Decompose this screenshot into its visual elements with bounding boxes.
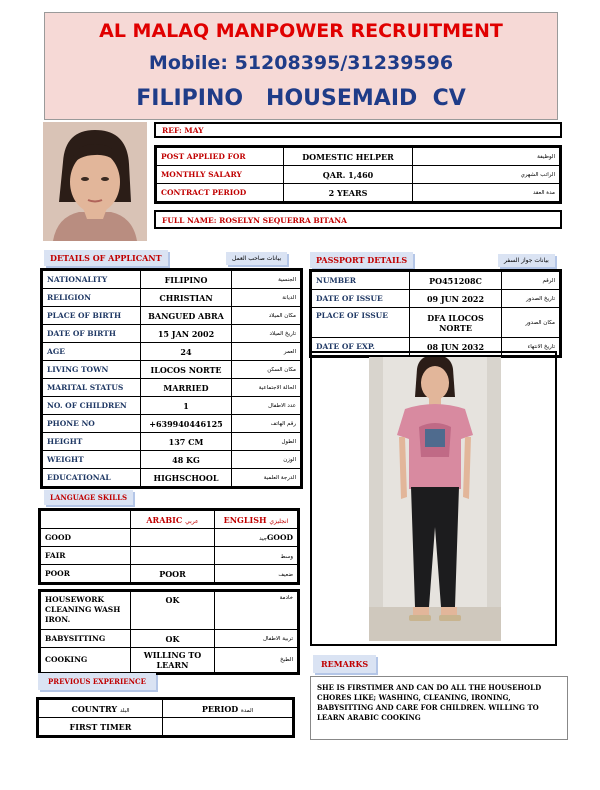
language-english-cell: [215, 565, 298, 583]
skill-label: COOKING: [41, 648, 131, 673]
applicant-label-ar: تاريخ الميلاد: [232, 325, 301, 343]
post-value: DOMESTIC HELPER: [284, 148, 413, 166]
applicant-row: [43, 379, 301, 397]
applicant-row: [43, 451, 301, 469]
remarks-text: SHE IS FIRSTIMER AND CAN DO ALL THE HOUSEHOLD CHORES LIKE; WASHING, CLEANING, IRONING, BABYSITTING AND CARE FOR CHILDREN. WILLING TO LEARN ARABIC COOKING: [310, 676, 568, 740]
post-label-ar: الوظيفة: [413, 148, 560, 166]
applicant-label-ar: الطول: [232, 433, 301, 451]
skill-row: [41, 648, 298, 673]
passport-label-ar: الرقم: [502, 272, 560, 290]
applicant-row: [43, 325, 301, 343]
language-level-ar: وسط: [280, 554, 293, 560]
skill-label-ar: الطبخ: [215, 648, 298, 673]
post-label: CONTRACT PERIOD: [157, 184, 284, 202]
passport-row: [312, 290, 560, 308]
applicant-value: MARRIED: [141, 379, 232, 397]
remarks-section-title: REMARKS: [313, 655, 376, 673]
cv-title: FILIPINO HOUSEMAID CV: [136, 86, 466, 111]
applicant-label-ar: الدرجة العلمية: [232, 469, 301, 487]
language-row: [41, 565, 298, 583]
applicant-row: [43, 433, 301, 451]
applicant-label: NATIONALITY: [43, 271, 141, 289]
language-row: [41, 529, 298, 547]
applicant-row: [43, 397, 301, 415]
language-level-ar: ضعيف: [278, 572, 293, 578]
english-column-header: ENGLISH انجليزي: [215, 511, 298, 529]
applicant-value: 137 CM: [141, 433, 232, 451]
language-arabic-value: [131, 529, 215, 547]
applicant-value: 1: [141, 397, 232, 415]
applicant-label: AGE: [43, 343, 141, 361]
applicant-value: 48 KG: [141, 451, 232, 469]
applicant-label: EDUCATIONAL: [43, 469, 141, 487]
passport-row: [312, 308, 560, 338]
applicant-value: +639940446125: [141, 415, 232, 433]
applicant-label-ar: الوزن: [232, 451, 301, 469]
post-value: QAR. 1,460: [284, 166, 413, 184]
applicant-label-ar: الحالة الاجتماعية: [232, 379, 301, 397]
language-corner-cell: [41, 511, 131, 529]
country-column-header: COUNTRY البلد: [39, 700, 163, 718]
headshot-photo: [43, 122, 147, 241]
header-banner: [44, 12, 558, 120]
full-body-photo: [369, 357, 501, 641]
applicant-label-ar: مكان السكن: [232, 361, 301, 379]
applicant-value: FILIPINO: [141, 271, 232, 289]
passport-value: 08 JUN 2032: [410, 338, 502, 356]
passport-table: [309, 269, 562, 358]
applicant-row: [43, 307, 301, 325]
passport-label: PLACE OF ISSUE: [312, 308, 410, 338]
applicant-value: ILOCOS NORTE: [141, 361, 232, 379]
ref-code: REF: MAY: [154, 122, 562, 138]
applicant-section-title-ar: بيانات صاحب العمل: [226, 252, 287, 265]
post-label: POST APPLIED FOR: [157, 148, 284, 166]
language-section-title: LANGUAGE SKILLS: [44, 490, 133, 505]
applicant-label-ar: الجنسية: [232, 271, 301, 289]
agency-name: AL MALAQ MANPOWER RECRUITMENT: [99, 20, 503, 42]
passport-value: 09 JUN 2022: [410, 290, 502, 308]
passport-section-title-ar: بيانات جواز السفر: [498, 254, 555, 267]
passport-value: PO451208C: [410, 272, 502, 290]
language-english-cell: [215, 547, 298, 565]
post-label-ar: مدة العقد: [413, 184, 560, 202]
post-value: 2 YEARS: [284, 184, 413, 202]
applicant-section-title: DETAILS OF APPLICANT: [44, 250, 168, 266]
applicant-value: 24: [141, 343, 232, 361]
applicant-label: DATE OF BIRTH: [43, 325, 141, 343]
passport-section-title: PASSPORT DETAILS: [310, 252, 413, 268]
applicant-row: [43, 289, 301, 307]
applicant-value: 15 JAN 2002: [141, 325, 232, 343]
passport-label: NUMBER: [312, 272, 410, 290]
language-level-label: POOR: [41, 565, 131, 583]
passport-row: [312, 272, 560, 290]
applicant-label-ar: عدد الاطفال: [232, 397, 301, 415]
applicant-label: PLACE OF BIRTH: [43, 307, 141, 325]
language-level-label: GOOD: [41, 529, 131, 547]
passport-value: DFA ILOCOS NORTE: [410, 308, 502, 338]
applicant-row: [43, 469, 301, 487]
applicant-value: BANGUED ABRA: [141, 307, 232, 325]
applicant-label-ar: مكان الميلاد: [232, 307, 301, 325]
applicant-label-ar: رقم الهاتف: [232, 415, 301, 433]
language-arabic-value: POOR: [131, 565, 215, 583]
arabic-column-header: ARABIC عربي: [131, 511, 215, 529]
applicant-label: MARITAL STATUS: [43, 379, 141, 397]
passport-label: DATE OF EXP.: [312, 338, 410, 356]
applicant-value: HIGHSCHOOL: [141, 469, 232, 487]
experience-row-country: FIRST TIMER: [39, 718, 163, 736]
experience-table: [36, 697, 295, 738]
language-level-label: FAIR: [41, 547, 131, 565]
full-body-photo-frame: [310, 351, 557, 646]
experience-row-period: [163, 718, 293, 736]
post-label: MONTHLY SALARY: [157, 166, 284, 184]
language-english-value: GOOD: [267, 533, 293, 542]
post-row: [157, 166, 560, 184]
passport-label-ar: تاريخ الانتهاء: [502, 338, 560, 356]
skill-value: WILLING TO LEARN: [131, 648, 215, 673]
applicant-label: HEIGHT: [43, 433, 141, 451]
passport-label: DATE OF ISSUE: [312, 290, 410, 308]
skill-value: OK: [131, 592, 215, 630]
applicant-label: LIVING TOWN: [43, 361, 141, 379]
language-english-cell: [215, 529, 298, 547]
skill-label-ar: خادمة: [215, 592, 298, 630]
language-row: [41, 547, 298, 565]
language-arabic-value: [131, 547, 215, 565]
post-row: [157, 184, 560, 202]
applicant-value: CHRISTIAN: [141, 289, 232, 307]
experience-section-title: PREVIOUS EXPERIENCE: [38, 673, 156, 690]
language-table: [38, 508, 300, 585]
passport-label-ar: مكان الصدور: [502, 308, 560, 338]
applicant-row: [43, 271, 301, 289]
post-label-ar: الراتب الشهري: [413, 166, 560, 184]
skills-table: [38, 589, 300, 675]
skill-row: [41, 630, 298, 648]
applicant-label: WEIGHT: [43, 451, 141, 469]
skill-label: HOUSEWORK CLEANING WASH IRON.: [41, 592, 131, 630]
applicant-table: [40, 268, 303, 489]
applicant-label-ar: العمر: [232, 343, 301, 361]
skill-label: BABYSITTING: [41, 630, 131, 648]
skill-value: OK: [131, 630, 215, 648]
applicant-label-ar: الديانة: [232, 289, 301, 307]
full-name: FULL NAME: ROSELYN SEQUERRA BITANA: [154, 210, 562, 229]
applicant-row: [43, 361, 301, 379]
mobile-numbers: Mobile: 51208395/31239596: [148, 52, 454, 74]
applicant-label: RELIGION: [43, 289, 141, 307]
applicant-label: PHONE NO: [43, 415, 141, 433]
skill-label-ar: تربية الاطفال: [215, 630, 298, 648]
language-level-ar: جيد: [259, 536, 268, 542]
post-details-table: [154, 145, 562, 204]
period-column-header: PERIOD المدة: [163, 700, 293, 718]
skill-row: [41, 592, 298, 630]
passport-label-ar: تاريخ الصدور: [502, 290, 560, 308]
applicant-row: [43, 415, 301, 433]
post-row: [157, 148, 560, 166]
applicant-row: [43, 343, 301, 361]
applicant-label: NO. OF CHILDREN: [43, 397, 141, 415]
